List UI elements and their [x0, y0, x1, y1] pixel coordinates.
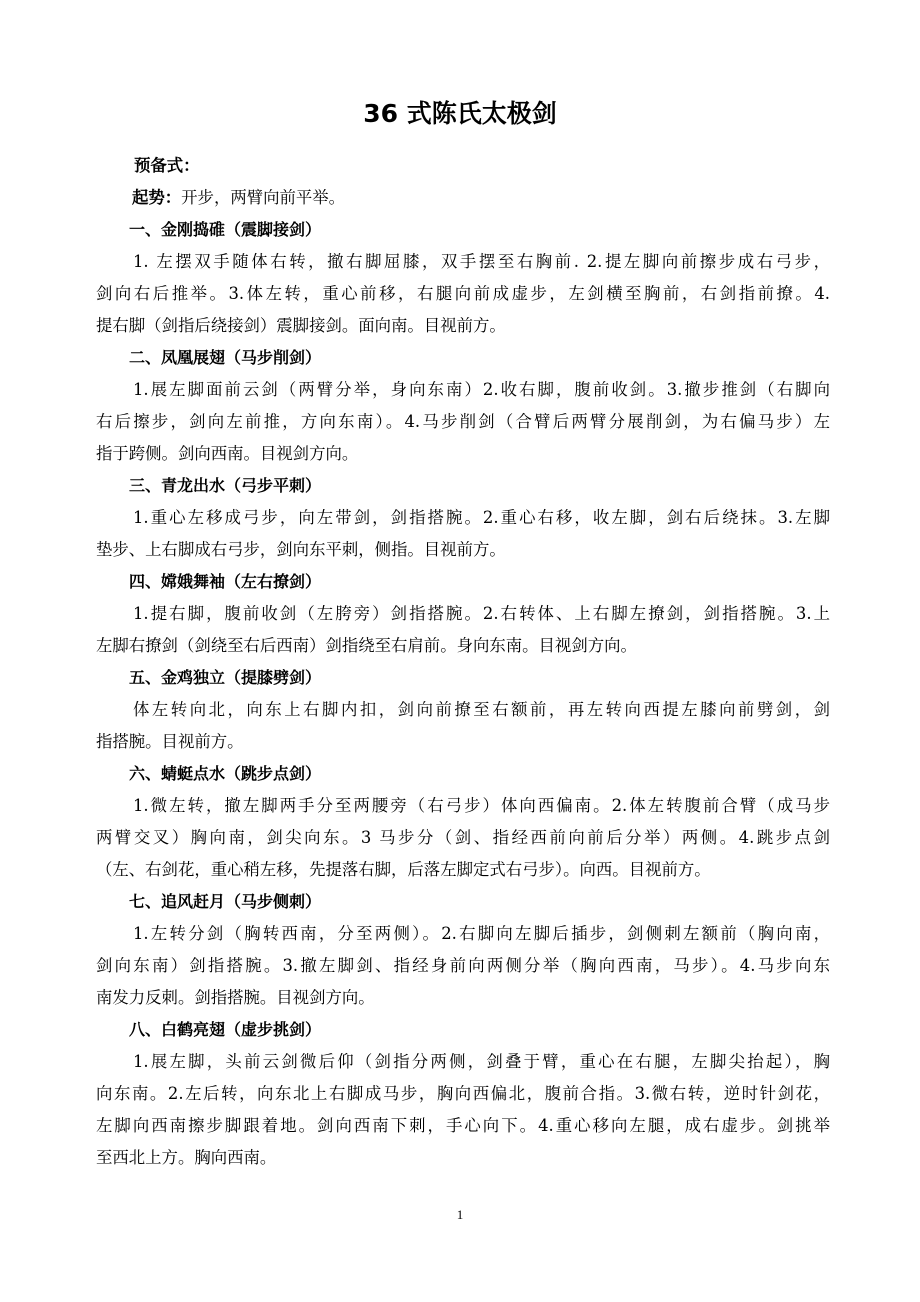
paragraph-line: 1.展左脚，头前云剑微后仰（剑指分两侧，剑叠于臂，重心在右腿，左脚尖抬起），胸 — [133, 1052, 830, 1071]
paragraph-line: 1.左转分剑（胸转西南，分至两侧）。2.右脚向左脚后插步，剑侧刺左额前（胸向南， — [133, 924, 830, 943]
paragraph-line: 向东南。2.左后转，向东北上右脚成马步，胸向西偏北，腹前合指。3.微右转，逆时针剑花， — [96, 1084, 830, 1103]
paragraph-line: 剑向东南）剑指搭腕。3.撤左脚剑、指经身前向两侧分举（胸向西南，马步）。4.马步向东 — [96, 956, 830, 975]
section-paragraph — [96, 374, 830, 470]
section-paragraph — [96, 246, 830, 342]
paragraph-line: 至西北上方。胸向西南。 — [96, 1148, 277, 1167]
document-body — [96, 150, 830, 1174]
paragraph-line: 剑向右后推举。3.体左转，重心前移，右腿向前成虚步，左剑横至胸前，右剑指前撩。4. — [96, 284, 830, 303]
document-title: 36 式陈氏太极剑 — [363, 99, 557, 128]
section-heading: 四、嫦娥舞袖（左右撩剑） — [129, 572, 322, 591]
section-paragraph — [96, 694, 830, 758]
section-heading: 三、青龙出水（弓步平刺） — [129, 476, 322, 495]
paragraph-line: （左、右剑花，重心稍左移，先提落右脚，后落左脚定式右弓步）。向西。目视前方。 — [96, 860, 711, 879]
paragraph-line: 指于跨侧。剑向西南。目视剑方向。 — [96, 444, 359, 463]
paragraph-line: 垫步、上右脚成右弓步，剑向东平刺，侧指。目视前方。 — [96, 540, 506, 559]
paragraph-line: 提右脚（剑指后绕接剑）震脚接剑。面向南。目视前方。 — [96, 316, 506, 335]
paragraph-line: 指搭腕。目视前方。 — [96, 732, 244, 751]
paragraph-line: 左脚向西南擦步脚跟着地。剑向西南下刺，手心向下。4.重心移向左腿，成右虚步。剑挑举 — [96, 1116, 830, 1135]
paragraph-line: 左脚右撩剑（剑绕至右后西南）剑指绕至右肩前。身向东南。目视剑方向。 — [96, 636, 637, 655]
paragraph-line: 右后擦步，剑向左前推，方向东南）。4.马步削剑（合臂后两臂分展削剑，为右偏马步）左 — [96, 412, 830, 431]
paragraph-line: 1.展左脚面前云剑（两臂分举，身向东南）2.收右脚，腹前收剑。3.撤步推剑（右脚向 — [133, 380, 830, 399]
section-heading: 五、金鸡独立（提膝劈剑） — [129, 668, 322, 687]
paragraph-line: 南发力反刺。剑指搭腕。目视剑方向。 — [96, 988, 375, 1007]
start-text: 开步，两臂向前平举。 — [181, 188, 346, 207]
paragraph-line: 1.提右脚，腹前收剑（左胯旁）剑指搭腕。2.右转体、上右脚左撩剑，剑指搭腕。3.上 — [133, 604, 830, 623]
start-label: 起势： — [132, 188, 182, 207]
paragraph-line: 1.微左转，撤左脚两手分至两腰旁（右弓步）体向西偏南。2.体左转腹前合臂（成马步 — [133, 796, 830, 815]
section-paragraph — [96, 502, 830, 566]
section-paragraph — [96, 1046, 830, 1174]
section-paragraph — [96, 598, 830, 662]
section-heading: 六、蜻蜓点水（跳步点剑） — [129, 764, 322, 783]
section-heading: 一、金刚捣碓（震脚接剑） — [129, 220, 322, 239]
section-heading: 二、凤凰展翅（马步削剑） — [129, 348, 322, 367]
section-paragraph — [96, 790, 830, 886]
preparation-heading: 预备式： — [134, 156, 200, 175]
paragraph-line: 1. 左摆双手随体右转，撤右脚屈膝，双手摆至右胸前. 2.提左脚向前擦步成右弓步， — [133, 252, 830, 271]
paragraph-line: 1.重心左移成弓步，向左带剑，剑指搭腕。2.重心右移，收左脚，剑右后绕抹。3.左脚 — [133, 508, 830, 527]
start-line — [96, 182, 830, 214]
sections-container — [96, 214, 830, 1174]
paragraph-line: 两臂交叉）胸向南，剑尖向东。3 马步分（剑、指经西前向前后分举）两侧。4.跳步点剑 — [96, 828, 830, 847]
paragraph-line: 体左转向北，向东上右脚内扣，剑向前撩至右额前，再左转向西提左膝向前劈剑，剑 — [133, 700, 830, 719]
page-number: 1 — [456, 1207, 464, 1222]
section-heading: 七、追风赶月（马步侧刺） — [129, 892, 322, 911]
section-heading: 八、白鹤亮翅（虚步挑剑） — [129, 1020, 322, 1039]
section-paragraph — [96, 918, 830, 1014]
